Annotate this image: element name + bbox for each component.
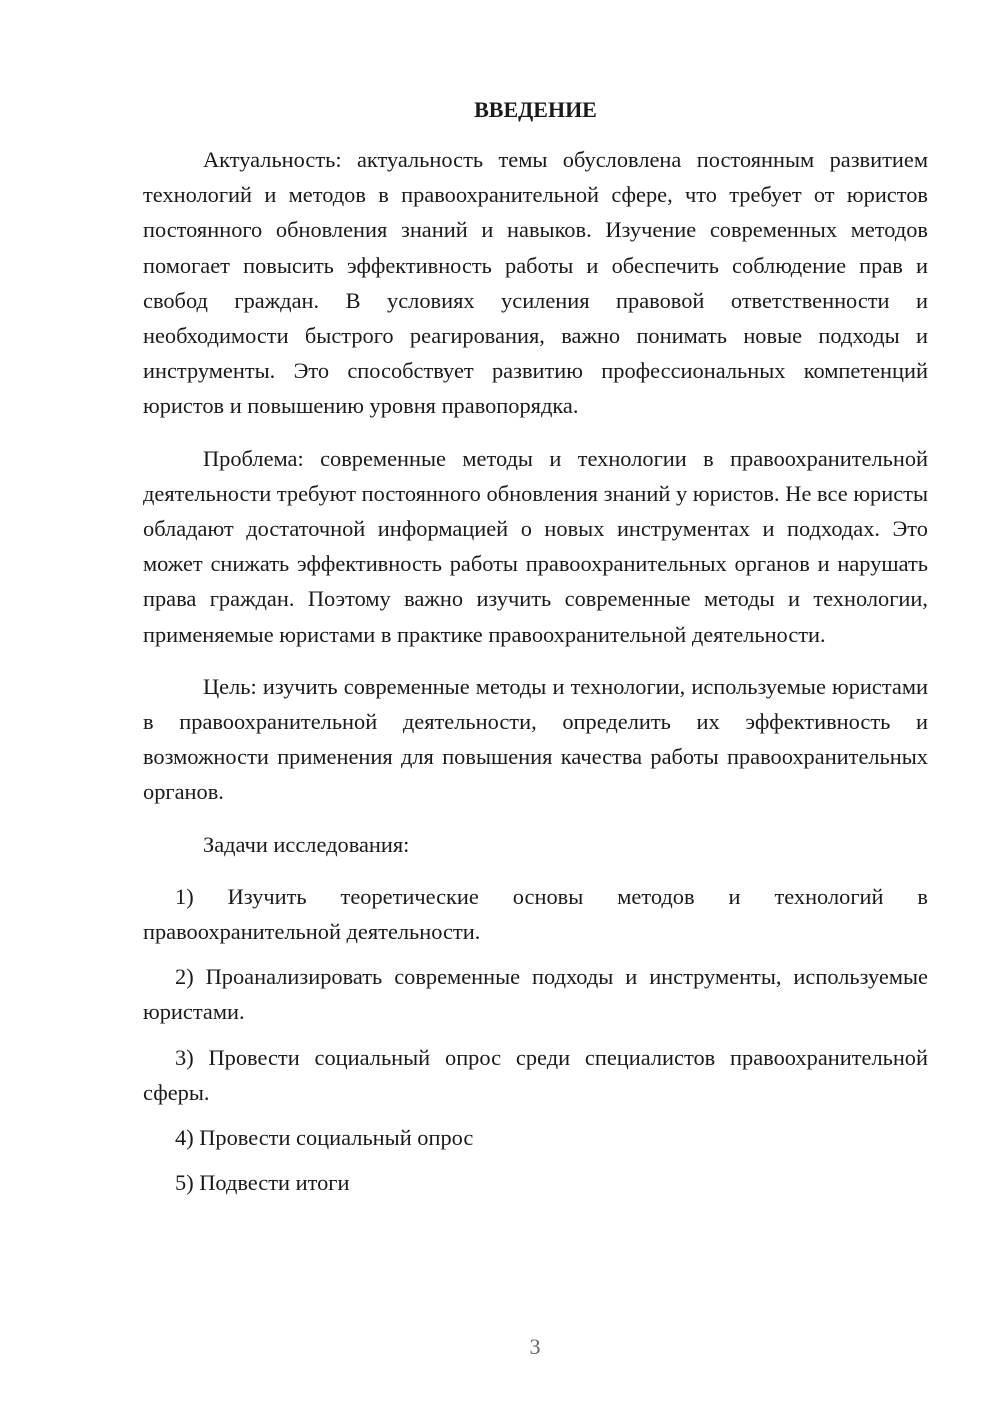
paragraph-relevance: Актуальность: актуальность темы обусловлена постоянным развитием технологий и методов в правоохранительной сфере, что требует от юристов постоянного обновления знаний и навыков. Изучение современных методов помогает повысить эффективность работы и обеспечить соблюдение прав и свобод граждан. В условиях усиления правовой ответственности и необходимости быстрого реагирования, важно понимать новые подходы и инструменты. Это способствует развитию профессиональных компетенций юристов и повышению уровня правопорядка.	[143, 147, 928, 419]
paragraph-problem: Проблема: современные методы и технологии в правоохранительной деятельности требуют постоянного обновления знаний у юристов. Не все юристы обладают достаточной информацией о новых инструментах и подходах. Это может снижать эффективность работы правоохранительных органов и нарушать права граждан. Поэтому важно изучить современные методы и технологии, применяемые юристами в практике правоохранительной деятельности.	[143, 445, 928, 647]
section-heading: ВВЕДЕНИЕ	[474, 97, 597, 122]
task-item-5: 5) Подвести итоги	[175, 1170, 350, 1196]
task-item-1: 1) Изучить теоретические основы методов и технологий в правоохранительной деятельности.	[143, 883, 928, 945]
task-item-2: 2) Проанализировать современные подходы и инструменты, используемые юристами.	[143, 964, 928, 1025]
document-page	[143, 96, 928, 1210]
tasks-intro: Задачи исследования:	[203, 831, 410, 857]
task-item-3: 3) Провести социальный опрос среди специалистов правоохранительной сферы.	[143, 1044, 928, 1105]
task-item-4: 4) Провести социальный опрос	[175, 1125, 474, 1151]
page-number: 3	[529, 1334, 541, 1359]
paragraph-goal: Цель: изучить современные методы и технологии, используемые юристами в правоохранительной деятельности, определить их эффективность и возможности применения для повышения качества работы правоохранительных органов.	[143, 673, 928, 805]
